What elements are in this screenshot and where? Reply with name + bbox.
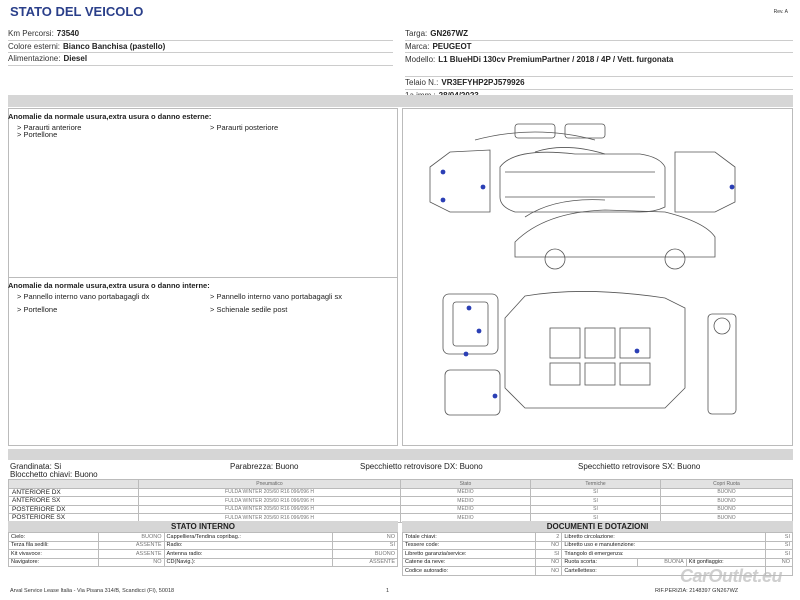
damage-internal-item: > Schienale sedile post xyxy=(210,305,288,314)
tyres-header: Pneumatico Stato Termiche Copri Ruota xyxy=(9,480,793,489)
exterior-car-diagram xyxy=(405,112,791,272)
table-row: Terza fila sedili: ASSENTE Radio: SI xyxy=(9,541,398,550)
stat-specchio-dx: Specchietto retrovisore DX: Buono xyxy=(360,462,483,471)
vehicle-info-left xyxy=(8,28,393,66)
damage-internal-item: > Pannello interno vano portabagagli dx xyxy=(17,292,150,301)
table-row: ANTERIORE DX FULDA WINTER 205/60 R16 096/096 H MEDIO SI BUONO xyxy=(9,488,793,497)
wheel-top xyxy=(565,124,605,138)
window-line xyxy=(535,147,605,154)
modello-row: Modello: L1 BlueHDi 130cv PremiumPartner / 2018 / 4P / Vett. furgonata xyxy=(405,53,793,77)
alimentazione-row: Alimentazione: Diesel xyxy=(8,53,393,66)
telaio-value: VR3EFYHP2PJ579926 xyxy=(441,78,525,87)
trunk-view xyxy=(443,294,498,354)
damage-marker xyxy=(441,198,446,203)
damage-marker xyxy=(467,306,472,311)
table-row: ANTERIORE SX FULDA WINTER 205/60 R16 096/096 H MEDIO SI BUONO xyxy=(9,497,793,506)
damage-external-title: Anomalie da normale usura,extra usura o danno esterne: xyxy=(8,112,212,121)
vehicle-info-right xyxy=(405,28,793,102)
stat-parabrezza: Parabrezza: Buono xyxy=(230,462,299,471)
side-profile xyxy=(515,210,715,257)
table-row: Navigatore: NO CD(Navig.): ASSENTE xyxy=(9,558,398,567)
roof-top-view xyxy=(475,132,595,140)
damage-internal-title: Anomalie da normale usura,extra usura o danno interne: xyxy=(8,281,210,290)
stat-specchio-sx: Specchietto retrovisore SX: Buono xyxy=(578,462,701,471)
targa-value: GN267WZ xyxy=(430,29,469,38)
page-title: STATO DEL VEICOLO xyxy=(10,4,144,19)
damage-marker xyxy=(464,352,469,357)
damage-marker xyxy=(481,185,486,190)
km-value: 73540 xyxy=(56,29,80,38)
footer-reference: RIF.PERIZIA: 2148397 GN267WZ xyxy=(655,588,739,594)
marca-value: PEUGEOT xyxy=(432,41,472,51)
telaio-row: Telaio N.: VR3EFYHP2PJ579926 xyxy=(405,77,793,90)
stat-blocchetto: Blocchetto chiavi: Buono xyxy=(10,470,98,479)
damage-marker xyxy=(730,185,735,190)
km-row: Km Percorsi: 73540 xyxy=(8,28,393,41)
wheel xyxy=(545,249,565,269)
table-row: POSTERIORE DX FULDA WINTER 205/60 R16 096/096 H MEDIO SI BUONO xyxy=(9,505,793,514)
stato-interno-table xyxy=(8,532,398,567)
tyres-table xyxy=(8,479,793,523)
steering-wheel xyxy=(714,318,730,334)
colore-row: Colore esterni: Bianco Banchisa (pastello) xyxy=(8,41,393,54)
alimentazione-value: Diesel xyxy=(63,54,88,63)
footer-page-number: 1 xyxy=(386,588,390,594)
table-row: POSTERIORE SX FULDA WINTER 205/60 R16 096/096 H MEDIO SI BUONO xyxy=(9,514,793,523)
wheel-top xyxy=(515,124,555,138)
seat xyxy=(620,363,650,385)
footer-company: Arval Service Lease Italia - Via Pisana 314/B, Scandicci (FI), 50018 xyxy=(10,588,175,594)
section-divider xyxy=(8,449,793,460)
cabin-top-view xyxy=(505,291,685,408)
table-row: Kit vivavoce: ASSENTE Antenna radio: BUONO xyxy=(9,550,398,559)
seat xyxy=(550,363,580,385)
tailgate-view xyxy=(445,370,500,415)
wheel xyxy=(665,249,685,269)
table-row: Tessere code: NO Libretto uso e manutenzione: SI xyxy=(403,541,793,550)
damage-internal-item: > Pannello interno vano portabagagli sx xyxy=(210,292,342,301)
rear-view xyxy=(675,152,735,212)
table-row: Totale chiavi: 2 Libretto circolazione: SI xyxy=(403,533,793,542)
interior-car-diagram xyxy=(405,288,791,438)
front-view xyxy=(430,150,490,212)
targa-row: Targa: GN267WZ xyxy=(405,28,793,41)
modello-value: L1 BlueHDi 130cv PremiumPartner / 2018 / 4P / Vett. furgonata xyxy=(438,55,674,64)
stat-grandinata: Grandinata: Si xyxy=(10,462,62,471)
damage-separator xyxy=(8,277,398,278)
stato-interno-title: STATO INTERNO xyxy=(8,521,398,532)
documenti-title: DOCUMENTI E DOTAZIONI xyxy=(402,521,793,532)
damage-marker xyxy=(477,329,482,334)
table-row: Cielo: BUONO Cappelliera/Tendina copribag.: NO xyxy=(9,533,398,542)
damage-external-item: > Paraurti anteriore xyxy=(17,123,82,132)
section-divider xyxy=(8,95,793,107)
table-row: Libretto garanzia/service: SI Triangolo di emergenza: SI xyxy=(403,550,793,559)
watermark-logo: CarOutlet.eu xyxy=(679,566,782,586)
marca-row: Marca: PEUGEOT xyxy=(405,41,793,54)
seat xyxy=(550,328,580,358)
revision-label: Rev. A xyxy=(773,9,788,15)
damage-marker xyxy=(493,394,498,399)
seat xyxy=(585,363,615,385)
table-row: Codice autoradio: NO Cartelletteso: xyxy=(403,567,793,576)
seat xyxy=(585,328,615,358)
side-view xyxy=(500,152,665,212)
colore-value: Bianco Banchisa (pastello) xyxy=(63,41,166,51)
body-lines xyxy=(505,172,655,197)
damage-external-item: > Portellone xyxy=(17,130,58,139)
windscreen xyxy=(525,200,605,217)
damage-marker xyxy=(441,170,446,175)
table-row: Catene da neve: NO Ruota scorta: BUONA Kit gonfiaggio: NO xyxy=(403,558,793,567)
damage-internal-item: > Portellone xyxy=(17,305,58,314)
damage-marker xyxy=(635,349,640,354)
seat xyxy=(620,328,650,358)
dashboard-view xyxy=(708,314,736,414)
damage-external-item: > Paraurti posteriore xyxy=(210,123,279,132)
